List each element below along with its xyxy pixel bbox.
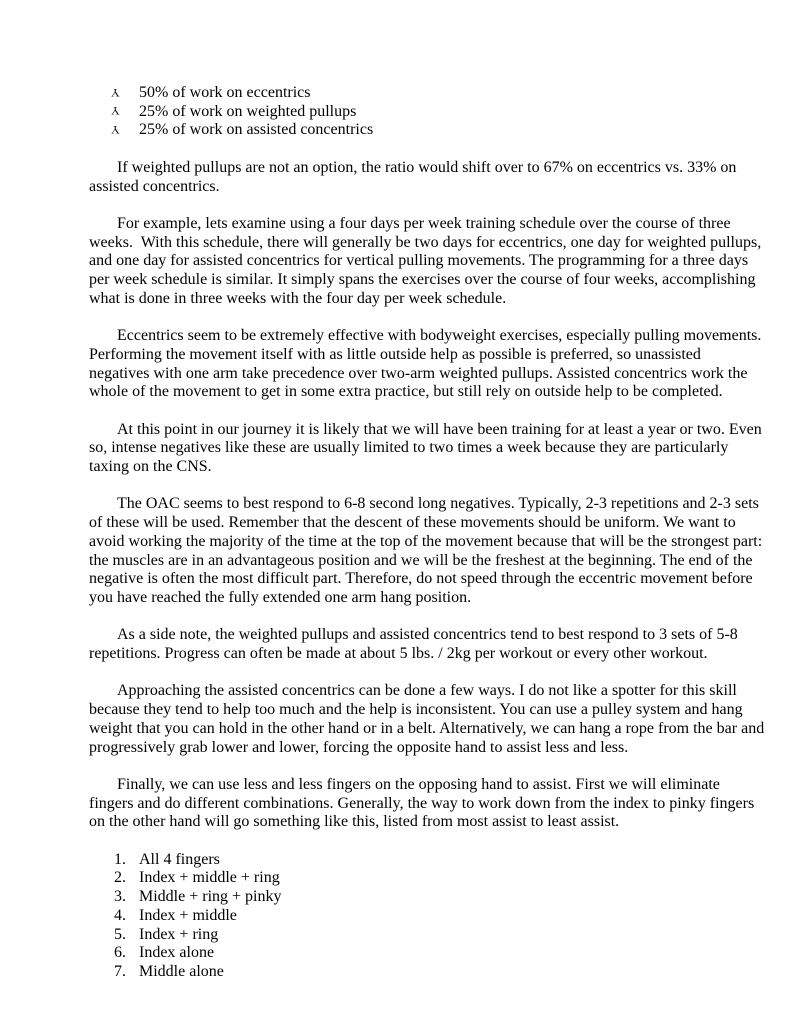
numbered-item-marker: 4. [114, 906, 126, 924]
numbered-item [89, 926, 765, 945]
numbered-item-label: Index + middle + ring [139, 869, 280, 887]
turned-y-bullet-icon: Y [111, 85, 120, 100]
numbered-item-label: Middle alone [139, 962, 224, 980]
numbered-item-marker: 5. [114, 925, 126, 943]
bullet-item [89, 121, 765, 140]
paragraph: If weighted pullups are not an option, the ratio would shift over to 67% on eccentrics vs. 33% on assisted concentrics. [89, 158, 741, 195]
paragraph: At this point in our journey it is likely that we will have been training for at least a year or two. Even so, intense negatives like these are usually limited to two times a week because they are particularly taxing on the CNS. [89, 420, 766, 475]
paragraph: For example, lets examine using a four days per week training schedule over the course of three weeks. With this schedule, there will generally be two days for eccentrics, one day for weighted pullups, and one day for assisted concentrics for vertical pulling movements. The programming for a three days per week schedule is similar. It simply spans the exercises over the course of four weeks, accomplishing what is done in three weeks with the four day per week schedule. [89, 214, 766, 307]
numbered-item-label: Index + ring [139, 925, 219, 943]
paragraph: Finally, we can use less and less fingers on the opposing hand to assist. First we will eliminate fingers and do different combinations. Generally, the way to work down from the index to pinky fingers on the other hand will go something like this, listed from most assist to least assist. [89, 775, 759, 831]
turned-y-bullet-icon: Y [111, 104, 120, 119]
bullet-list [89, 84, 765, 140]
numbered-item [89, 944, 765, 963]
bullet-item-label: 25% of work on assisted concentrics [139, 121, 374, 139]
paragraph: Eccentrics seem to be extremely effective with bodyweight exercises, especially pulling movements. Performing the movement itself with as little outside help as possible is preferred, so unassisted negatives with one arm take precedence over two-arm weighted pullups. Assisted concentrics work the whole of the movement to get in some extra practice, but still rely on outside help to be completed. [89, 327, 766, 401]
numbered-item-marker: 7. [114, 962, 126, 980]
numbered-item-marker: 6. [114, 944, 126, 962]
numbered-item-label: Middle + ring + pinky [139, 888, 282, 906]
numbered-item [89, 907, 765, 926]
paragraph: Approaching the assisted concentrics can be done a few ways. I do not like a spotter for this skill because they tend to help too much and the help is inconsistent. You can use a pulley system and hang weight that you can hold in the other hand or in a belt. Alternatively, we can hang a rope from the bar and progressively grab lower and lower, forcing the opposite hand to assist less and less. [89, 682, 769, 756]
paragraph: As a side note, the weighted pullups and assisted concentrics tend to best respond to 3 sets of 5-8 repetitions. Progress can often be made at about 5 lbs. / 2kg per workout or every other workout. [89, 626, 742, 662]
numbered-item [89, 851, 765, 870]
numbered-item-marker: 3. [114, 888, 126, 906]
document-page [89, 84, 769, 982]
numbered-item-marker: 1. [114, 850, 126, 868]
numbered-item [89, 869, 765, 888]
bullet-item-label: 50% of work on eccentrics [139, 84, 311, 101]
paragraph: The OAC seems to best respond to 6-8 second long negatives. Typically, 2-3 repetitions and 2-3 sets of these will be used. Remember that the descent of these movements should be uniform. We want to avoid working the majority of the time at the top of the movement because that will be the strongest part: the muscles are in an advantageous position and we will be the freshest at the beginning. The end of the negative is often the most difficult part. Therefore, do not speed through the eccentric movement before you have reached the fully extended one arm hang position. [89, 495, 767, 606]
numbered-item-label: Index + middle [139, 906, 237, 924]
numbered-list [89, 851, 765, 982]
numbered-item-label: Index alone [139, 944, 215, 962]
numbered-item-label: All 4 fingers [139, 850, 220, 868]
numbered-item-marker: 2. [114, 869, 126, 887]
bullet-item [89, 84, 765, 103]
bullet-item-label: 25% of work on weighted pullups [139, 102, 357, 120]
bullet-item [89, 103, 765, 122]
numbered-item [89, 963, 765, 982]
turned-y-bullet-icon: Y [111, 122, 120, 137]
numbered-item [89, 888, 765, 907]
